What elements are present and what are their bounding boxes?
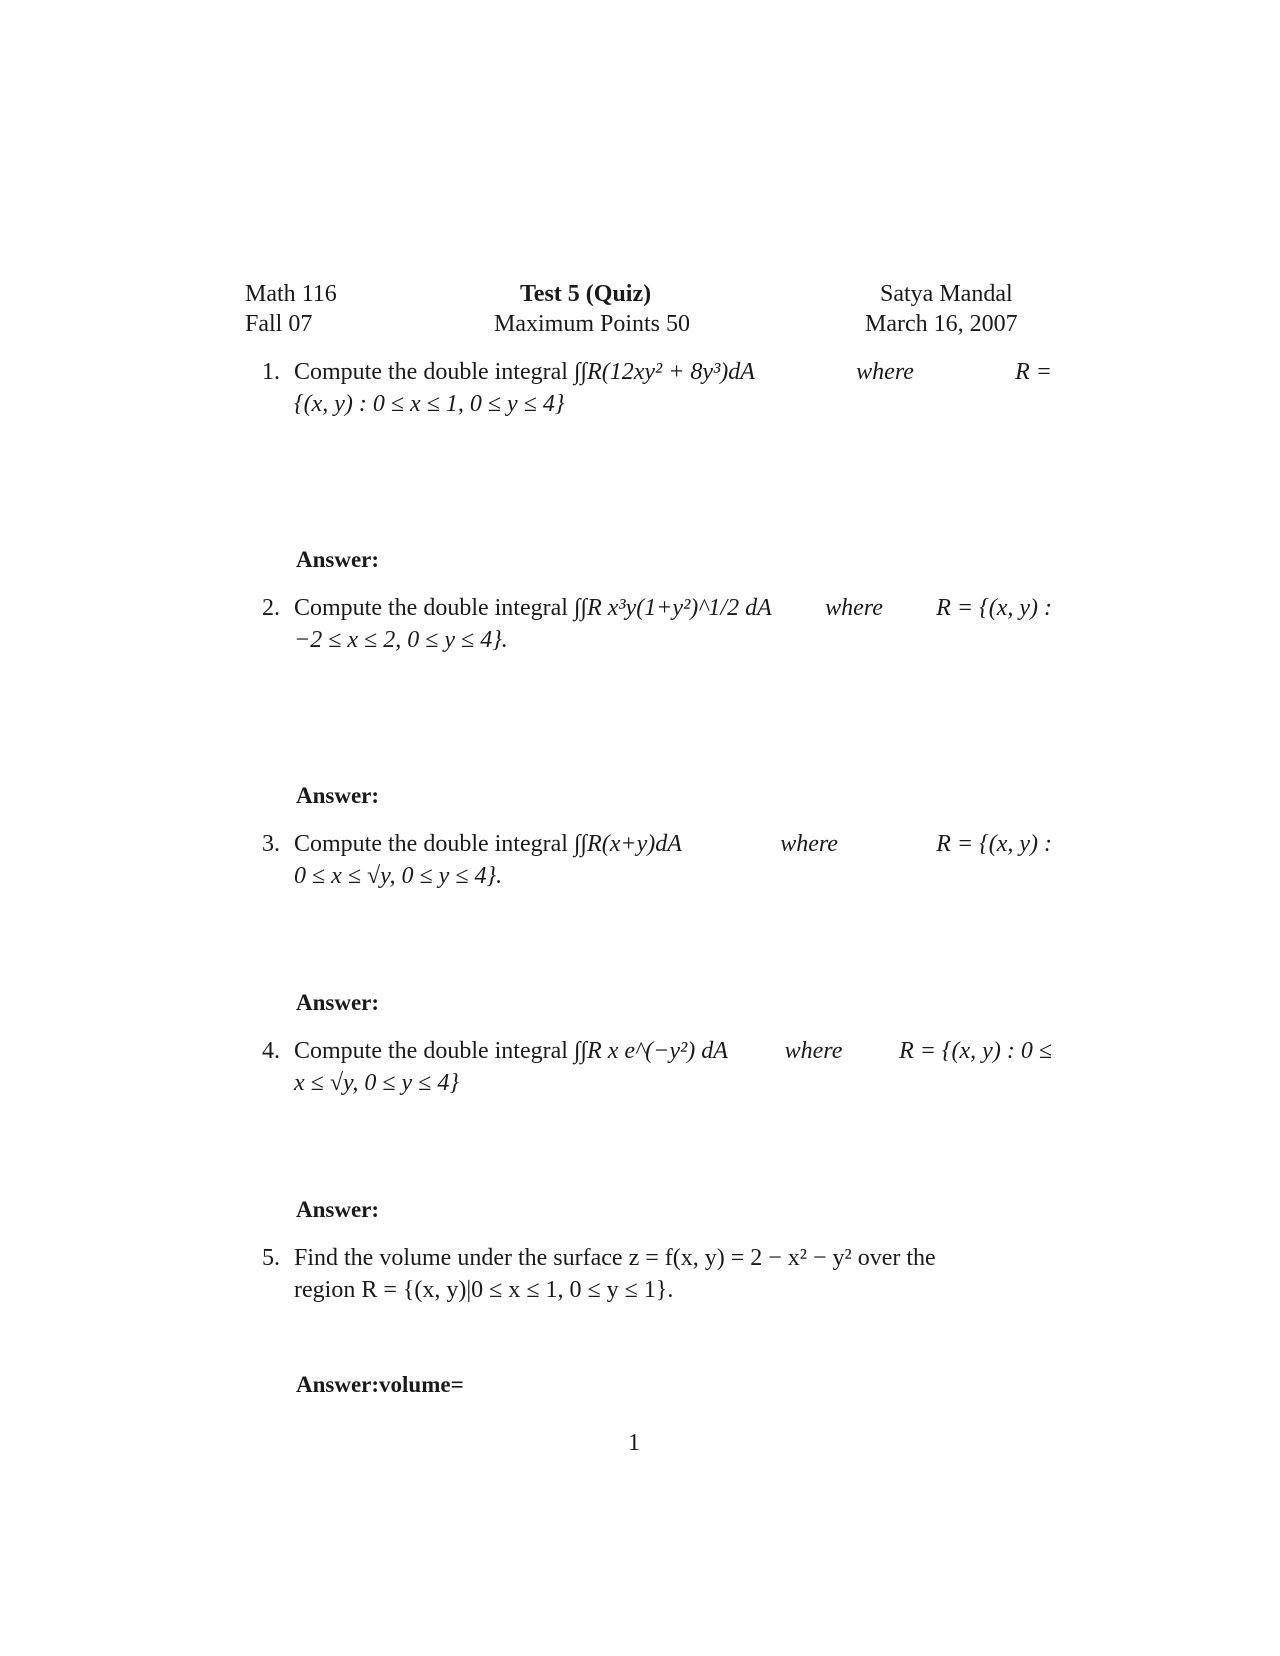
region-definition: −2 ≤ x ≤ 2, 0 ≤ y ≤ 4}. [294,627,508,653]
region-definition: region R = {(x, y)|0 ≤ x ≤ 1, 0 ≤ y ≤ 1}. [294,1277,674,1303]
answer-label: Answer: [296,1197,380,1222]
question-4 [262,1035,1052,1099]
question-number: 1. [262,359,280,385]
question-2 [262,592,1052,656]
where-label: where [856,359,914,385]
integral-expression: ∫∫R(12xy² + 8y³)dA [573,359,755,385]
question-number: 4. [262,1038,280,1064]
question-text: Compute the double integral ∫∫R x e^(−y²) dA [294,1038,728,1064]
region-definition: {(x, y) : 0 ≤ x ≤ 1, 0 ≤ y ≤ 4} [294,391,565,417]
where-label: where [784,1038,843,1064]
region-definition: x ≤ √y, 0 ≤ y ≤ 4} [294,1070,459,1096]
question-text: Find the volume under the surface z = f(x, y) = 2 − x² − y² over the [294,1245,936,1271]
integral-expression: ∫∫R x e^(−y²) dA [573,1038,728,1064]
test-title: Test 5 (Quiz) [520,281,652,307]
answer-label: Answer: [296,990,380,1015]
where-label: where [780,831,838,857]
question-number: 2. [262,595,280,621]
region-definition: 0 ≤ x ≤ √y, 0 ≤ y ≤ 4}. [294,863,503,889]
course-label: Math 116 [245,281,337,307]
question-text: Compute the double integral ∫∫R(12xy² + 8y³)dA [294,359,755,385]
answer-label: Answer: [296,783,380,808]
answer-label: Answer: [296,547,380,572]
integral-expression: ∫∫R x³y(1+y²)^1/2 dA [573,595,772,621]
region-start: R = {(x, y) : [936,595,1052,621]
page-number: 1 [628,1430,640,1456]
region-start: R = {(x, y) : [936,831,1052,857]
instructor-name: Satya Mandal [880,281,1013,307]
exam-date: March 16, 2007 [865,311,1018,337]
question-1 [262,356,1052,420]
answer-volume-label: Answer:volume= [296,1372,464,1397]
integral-expression: ∫∫R(x+y)dA [573,831,682,857]
max-points: Maximum Points 50 [494,311,691,337]
region-start: R = {(x, y) : 0 ≤ [899,1038,1052,1064]
question-5 [262,1242,1052,1306]
question-number: 5. [262,1245,280,1271]
question-text: Compute the double integral ∫∫R x³y(1+y²)^1/2 dA [294,595,772,621]
region-start: R = [1015,359,1052,385]
question-text: Compute the double integral ∫∫R(x+y)dA [294,831,682,857]
term-label: Fall 07 [245,311,313,337]
question-3 [262,828,1052,892]
question-number: 3. [262,831,280,857]
where-label: where [825,595,883,621]
